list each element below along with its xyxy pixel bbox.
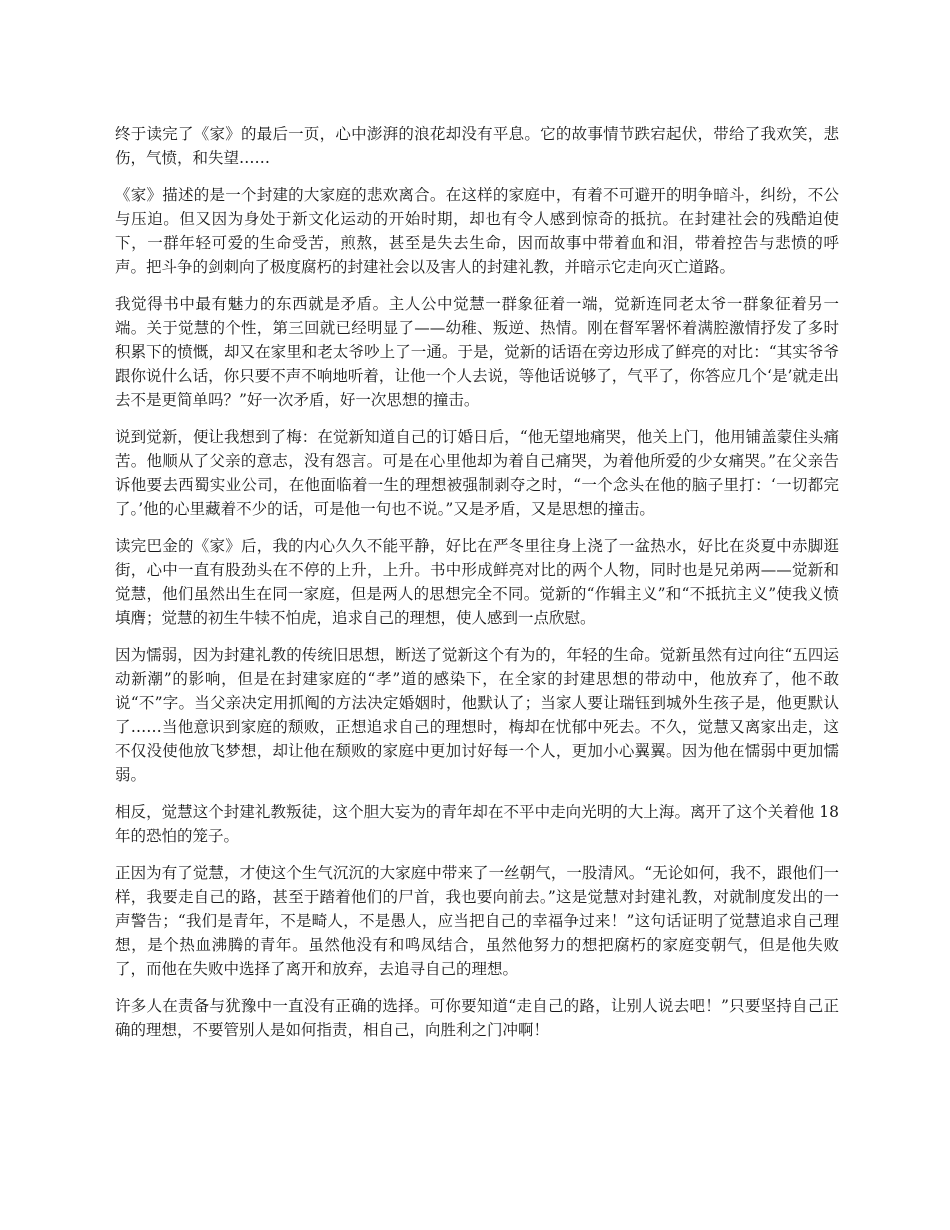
paragraph-9: 许多人在责备与犹豫中一直没有正确的选择。可你要知道“走自己的路，让别人说去吧！”只要坚持自己正确的理想，不要管别人是如何指责，相自己，向胜利之门冲啊！: [115, 997, 839, 1039]
paragraph-3: 我觉得书中最有魅力的东西就是矛盾。主人公中觉慧一群象征着一端，觉新连同老太爷一群象征着另一端。关于觉慧的个性，第三回就已经明显了——幼稚、叛逆、热情。刚在督军署怀着满腔激情抒发了多时积累下的愤慨，却又在家里和老太爷吵上了一通。于是，觉新的话语在旁边形成了鲜亮的对比：“其实爷爷跟你说什么话，你只要不声不响地听着，让他一个人去说，等他话说够了，气平了，你答应几个‘是’就走出去不是更简单吗？”好一次矛盾，好一次思想的撞击。: [115, 295, 839, 409]
paragraph-2: 《家》描述的是一个封建的大家庭的悲欢离合。在这样的家庭中，有着不可避开的明争暗斗，纠纷，不公与压迫。但又因为身处于新文化运动的开始时期，却也有令人感到惊奇的抵抗。在封建社会的残酷迫使下，一群年轻可爱的生命受苦，煎熬，甚至是失去生命，因而故事中带着血和泪，带着控告与悲愤的呼声。把斗争的剑刺向了极度腐朽的封建社会以及害人的封建礼教，并暗示它走向灭亡道路。: [115, 186, 839, 276]
paragraph-7: 相反，觉慧这个封建礼教叛徒，这个胆大妄为的青年却在不平中走向光明的大上海。离开了这个关着他 18 年的恐怕的笼子。: [115, 803, 839, 845]
paragraph-8: 正因为有了觉慧，才使这个生气沉沉的大家庭中带来了一丝朝气，一股清风。“无论如何，我不，跟他们一样，我要走自己的路，甚至于踏着他们的尸首，我也要向前去。”这是觉慧对封建礼教，对就制度发出的一声警告；“我们是青年，不是畸人，不是愚人，应当把自己的幸福争过来！”这句话证明了觉慧追求自己理想，是个热血沸腾的青年。虽然他没有和鸣凤结合，虽然他努力的想把腐朽的家庭变朝气，但是他失败了，而他在失败中选择了离开和放弃，去追寻自己的理想。: [115, 864, 839, 978]
paragraph-6: 因为懦弱，因为封建礼教的传统旧思想，断送了觉新这个有为的，年轻的生命。觉新虽然有过向往“五四运动新潮”的影响，但是在封建家庭的“孝”道的感染下，在全家的封建思想的带动中，他放弃了，他不敢说“不”字。当父亲决定用抓阄的方法决定婚姻时，他默认了；当家人要让瑞钰到城外生孩子是，他更默认了……当他意识到家庭的颓败，正想追求自己的理想时，梅却在忧郁中死去。不久，觉慧又离家出走，这不仅没使他放飞梦想，却让他在颓败的家庭中更加讨好每一个人，更加小心翼翼。因为他在懦弱中更加懦弱。: [115, 646, 839, 784]
document-body: [115, 122, 839, 1055]
paragraph-4: 说到觉新，便让我想到了梅：在觉新知道自己的订婚日后，“他无望地痛哭，他关上门，他用铺盖蒙住头痛苦。他顺从了父亲的意志，没有怨言。可是在心里他却为着自己痛哭，为着他所爱的少女痛哭。”在父亲告诉他要去西蜀实业公司，在他面临着一生的理想被强制剥夺之时，“一个念头在他的脑子里打：‘一切都完了。’他的心里藏着不少的话，可是他一句也不说。”又是矛盾，又是思想的撞击。: [115, 428, 839, 518]
paragraph-5: 读完巴金的《家》后，我的内心久久不能平静，好比在严冬里往身上浇了一盆热水，好比在炎夏中赤脚逛街，心中一直有股劲头在不停的上升，上升。书中形成鲜亮对比的两个人物，同时也是兄弟两——觉新和觉慧，他们虽然出生在同一家庭，但是两人的思想完全不同。觉新的“作辑主义”和“不抵抗主义”使我义愤填膺；觉慧的初生牛犊不怕虎，追求自己的理想，使人感到一点欣慰。: [115, 537, 839, 627]
paragraph-1: 终于读完了《家》的最后一页，心中澎湃的浪花却没有平息。它的故事情节跌宕起伏，带给了我欢笑，悲伤，气愤，和失望……: [115, 125, 839, 167]
